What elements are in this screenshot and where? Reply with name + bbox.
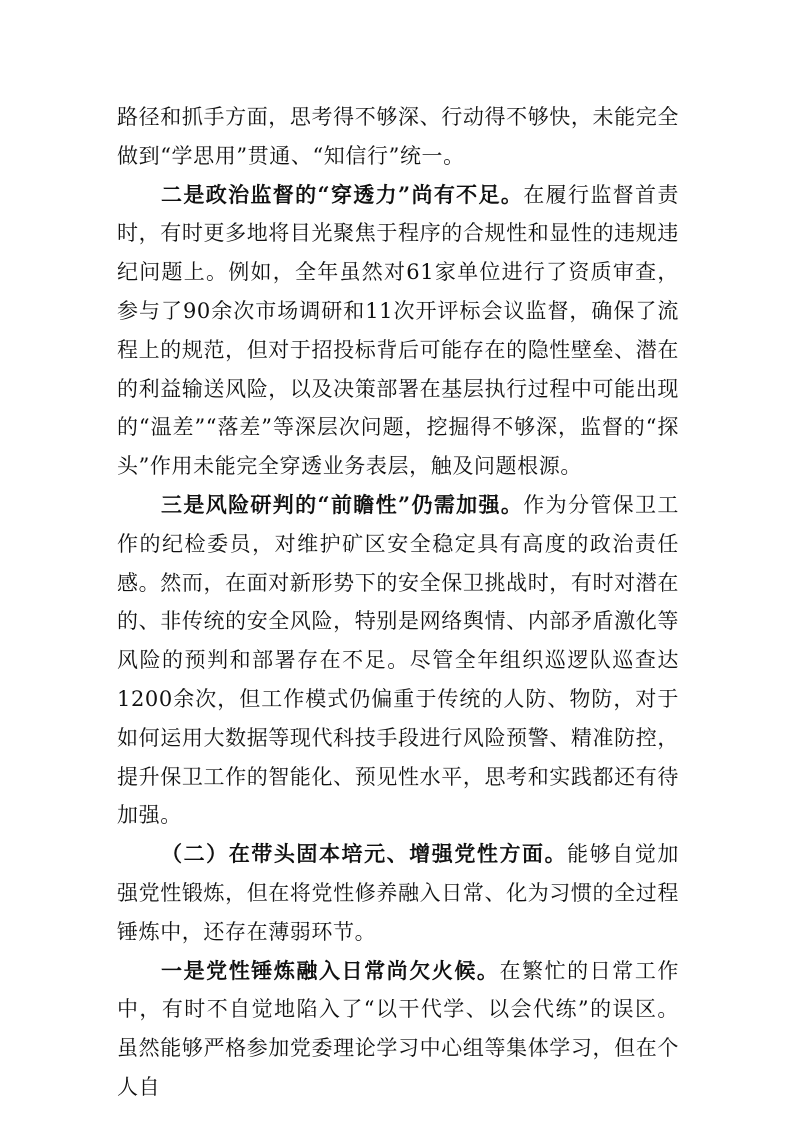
paragraph-section-two	[117, 835, 679, 951]
paragraph-text: 能够自觉加强党性锻炼，但在将党性修养融入日常、化为习惯的全过程锤炼中，还存在薄弱环节。	[117, 842, 679, 944]
paragraph-text: 路径和抓手方面，思考得不够深、行动得不够快，未能完全做到“学思用”贯通、“知信行”统一。	[117, 105, 679, 168]
paragraph-heading: 二是政治监督的“穿透力”尚有不足。	[161, 181, 524, 207]
paragraph-risk-assessment	[117, 486, 679, 835]
paragraph-party-discipline	[117, 952, 679, 1107]
document-body	[117, 98, 679, 1107]
section-heading: （二）在带头固本培元、增强党性方面。	[161, 841, 568, 867]
paragraph-text: 在履行监督首责时，有时更多地将目光聚焦于程序的合规性和显性的违规违纪问题上。例如，全年虽然对61家单位进行了资质审查，参与了90余次市场调研和11次开评标会议监督，确保了流程上的规范，但对于招投标背后可能存在的隐性壁垒、潜在的利益输送风险，以及决策部署在基层执行过程中可能出现的“温差”“落差”等深层次问题，挖掘得不够深，监督的“探头”作用未能完全穿透业务表层，触及问题根源。	[117, 182, 679, 479]
paragraph-heading: 三是风险研判的“前瞻性”仍需加强。	[161, 491, 524, 517]
paragraph-political-supervision	[117, 176, 679, 486]
paragraph-heading: 一是党性锤炼融入日常尚欠火候。	[161, 957, 500, 983]
paragraph-text: 在繁忙的日常工作中，有时不自觉地陷入了“以干代学、以会代练”的误区。虽然能够严格参加党委理论学习中心组等集体学习，但在个人自	[117, 958, 679, 1099]
paragraph-text: 作为分管保卫工作的纪检委员，对维护矿区安全稳定具有高度的政治责任感。然而，在面对新形势下的安全保卫挑战时，有时对潜在的、非传统的安全风险，特别是网络舆情、内部矛盾激化等风险的预判和部署存在不足。尽管全年组织巡逻队巡查达1200余次，但工作模式仍偏重于传统的人防、物防，对于如何运用大数据等现代科技手段进行风险预警、精准防控，提升保卫工作的智能化、预见性水平，思考和实践都还有待加强。	[117, 492, 679, 828]
paragraph-continuation	[117, 98, 679, 176]
